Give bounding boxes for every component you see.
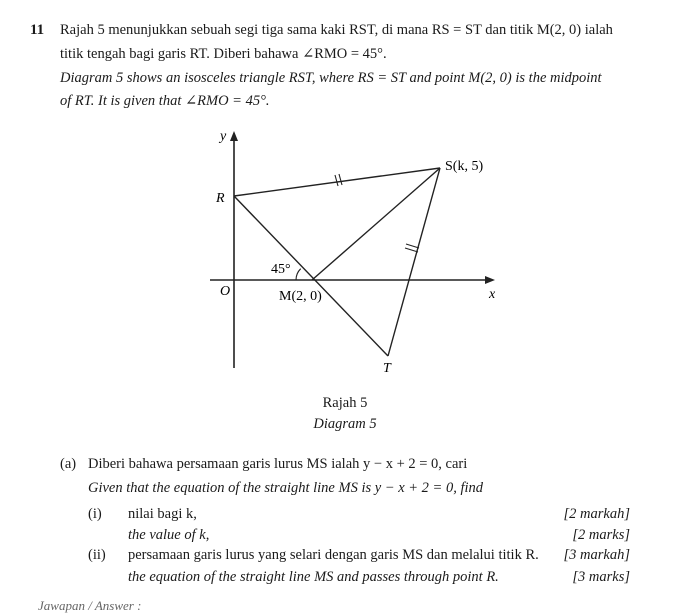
label-x: x: [489, 287, 496, 302]
intro-en-line1: Diagram 5 shows an isosceles triangle RST, where RS = ST and point M(2, 0) is the midpoint: [60, 70, 602, 86]
triangle-diagram: [190, 118, 510, 380]
item-ii-text-ms: persamaan garis lurus yang selari dengan garis MS dan melalui titik R.: [128, 547, 539, 563]
item-i-text-en: the value of k,: [128, 527, 210, 543]
item-ii-label: (ii): [88, 547, 106, 563]
answer-footer: Jawapan / Answer :: [38, 598, 142, 613]
label-T: T: [383, 361, 391, 376]
y-axis-arrow-icon: [230, 131, 238, 141]
intro-en-line2: of RT. It is given that ∠RMO = 45°.: [60, 93, 270, 109]
item-ii-text-en: the equation of the straight line MS and passes through point R.: [128, 569, 499, 585]
tick-RS-2: [339, 174, 342, 185]
label-R: R: [216, 191, 225, 206]
label-S: S(k, 5): [445, 159, 484, 174]
caption-ms: Rajah 5: [322, 395, 368, 411]
part-a-text-en: Given that the equation of the straight line MS is y − x + 2 = 0, find: [88, 480, 484, 496]
item-ii-marks-en: [3 marks]: [572, 569, 630, 585]
item-ii-marks-ms: [3 markah]: [563, 547, 630, 563]
line-MS: [312, 168, 440, 280]
question-number: 11: [30, 22, 45, 38]
label-M: M(2, 0): [279, 289, 322, 304]
tick-ST-2: [405, 248, 418, 252]
intro-ms-line2: titik tengah bagi garis RT. Diberi bahawa ∠RMO = 45°.: [60, 46, 387, 62]
item-i-marks-en: [2 marks]: [572, 527, 630, 543]
part-a-label: (a): [60, 456, 77, 472]
label-y: y: [220, 129, 227, 144]
item-i-text-ms: nilai bagi k,: [128, 506, 197, 522]
tick-ST-1: [406, 244, 419, 248]
label-angle: 45°: [271, 262, 291, 277]
side-ST: [388, 168, 440, 356]
tick-RS-1: [335, 175, 338, 186]
intro-ms-line1: Rajah 5 menunjukkan sebuah segi tiga sama kaki RST, di mana RS = ST dan titik M(2, 0) ialah: [60, 22, 613, 38]
side-RT: [234, 196, 388, 356]
item-i-marks-ms: [2 markah]: [563, 506, 630, 522]
label-O: O: [220, 284, 231, 299]
caption-en: Diagram 5: [313, 416, 377, 432]
item-i-label: (i): [88, 506, 102, 522]
x-axis-arrow-icon: [485, 276, 495, 284]
angle-arc: [296, 269, 301, 280]
part-a-text-ms: Diberi bahawa persamaan garis lurus MS ialah y − x + 2 = 0, cari: [88, 456, 468, 472]
